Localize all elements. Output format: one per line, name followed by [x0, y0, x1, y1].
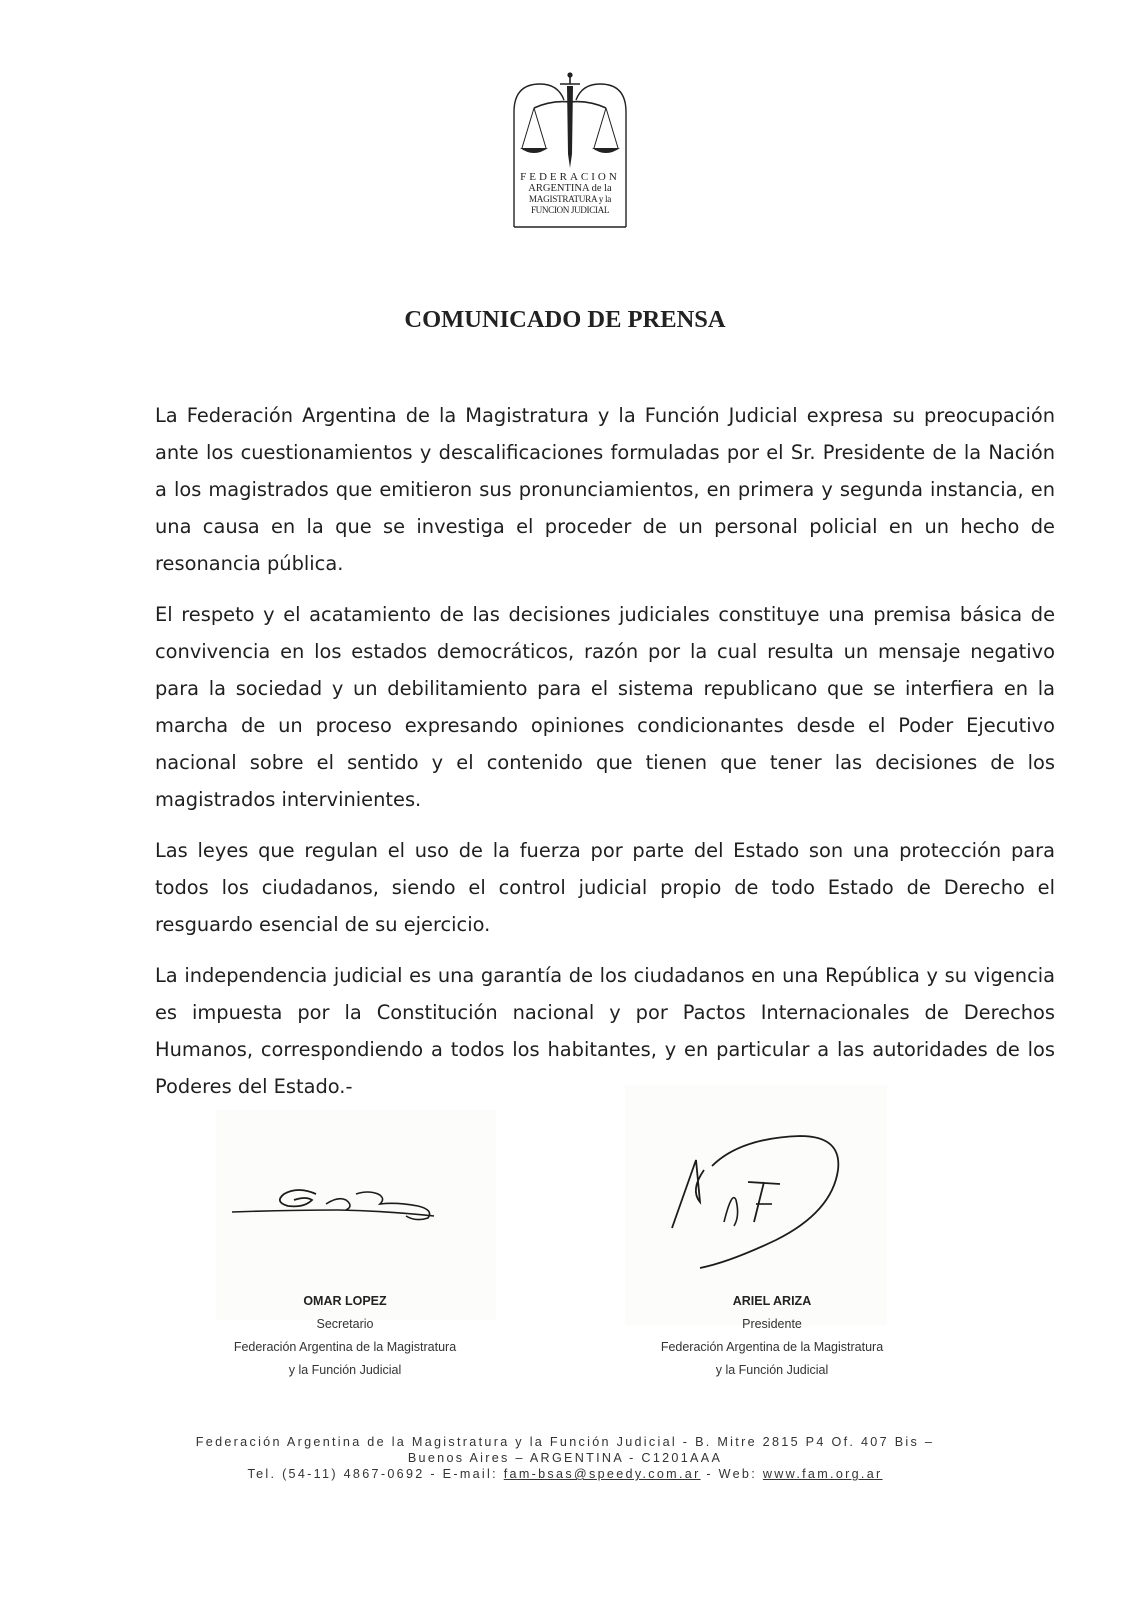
email-link[interactable]: fam-bsas@speedy.com.ar [503, 1467, 701, 1481]
signatory-role: Presidente [742, 1317, 802, 1331]
logo-line: FEDERACION [520, 171, 620, 183]
signatory-org: Federación Argentina de la Magistratura [660, 1340, 884, 1354]
signatory-role: Secretario [316, 1317, 374, 1331]
paragraph: La Federación Argentina de la Magistratura y la Función Judicial expresa su preocupación ante los cuestionamientos y descalificaciones formuladas por el Sr. Presidente de la Nación a los magistrados que emitieron sus pronunciamientos, en primera y segunda instancia, en una causa en la que se investiga el proceder de un personal policial en un hecho de resonancia pública. [155, 404, 1055, 575]
logo-line: FUNCION JUDICIAL [530, 205, 610, 215]
footer-web-prefix: - Web: [700, 1467, 763, 1481]
paragraph: Las leyes que regulan el uso de la fuerza por parte del Estado son una protección para todos los ciudadanos, siendo el control judicial propio de todo Estado de Derecho el resguardo esencial de su ejercicio. [155, 839, 1055, 936]
logo-line: MAGISTRATURA y la [528, 194, 612, 204]
footer-contact [0, 1466, 1130, 1482]
paragraph: La independencia judicial es una garantía de los ciudadanos en una República y su vigencia es impuesta por la Constitución nacional y por Pactos Internacionales de Derechos Humanos, correspondiendo a todos los habitantes, y en particular a las autoridades de los Poderes del Estado.- [155, 964, 1055, 1098]
document-body [155, 397, 1055, 1119]
signature-omar-lopez [228, 1180, 448, 1230]
footer-address: Federación Argentina de la Magistratura y la Función Judicial - B. Mitre 2815 P4 Of. 407 Bis – [195, 1435, 935, 1449]
logo-text [516, 172, 624, 216]
logo-line: ARGENTINA de la [528, 183, 612, 194]
signatory-block [215, 1290, 475, 1382]
signature-ariel-ariza [660, 1130, 850, 1275]
signatory-name: OMAR LOPEZ [303, 1294, 387, 1308]
signatory-org: Federación Argentina de la Magistratura [233, 1340, 457, 1354]
federation-logo [512, 72, 628, 230]
signatory-org: y la Función Judicial [715, 1363, 829, 1377]
footer-city: Buenos Aires – ARGENTINA - C1201AAA [407, 1451, 723, 1465]
signatory-name: ARIEL ARIZA [732, 1294, 812, 1308]
page-footer [0, 1434, 1130, 1482]
website-link[interactable]: www.fam.org.ar [762, 1467, 883, 1481]
paragraph: El respeto y el acatamiento de las decisiones judiciales constituye una premisa básica de convivencia en los estados democráticos, razón por la cual resulta un mensaje negativo para la sociedad y un debilitamiento para el sistema republicano que se interfiera en la marcha de un proceso expresando opiniones condicionantes desde el Poder Ejecutivo nacional sobre el sentido y el contenido que tienen que tener las decisiones de los magistrados intervinientes. [155, 603, 1055, 811]
signatory-org: y la Función Judicial [288, 1363, 402, 1377]
document-title: COMUNICADO DE PRENSA [404, 306, 726, 333]
footer-tel: Tel. (54-11) 4867-0692 - E-mail: [247, 1467, 504, 1481]
signatory-block [642, 1290, 902, 1382]
